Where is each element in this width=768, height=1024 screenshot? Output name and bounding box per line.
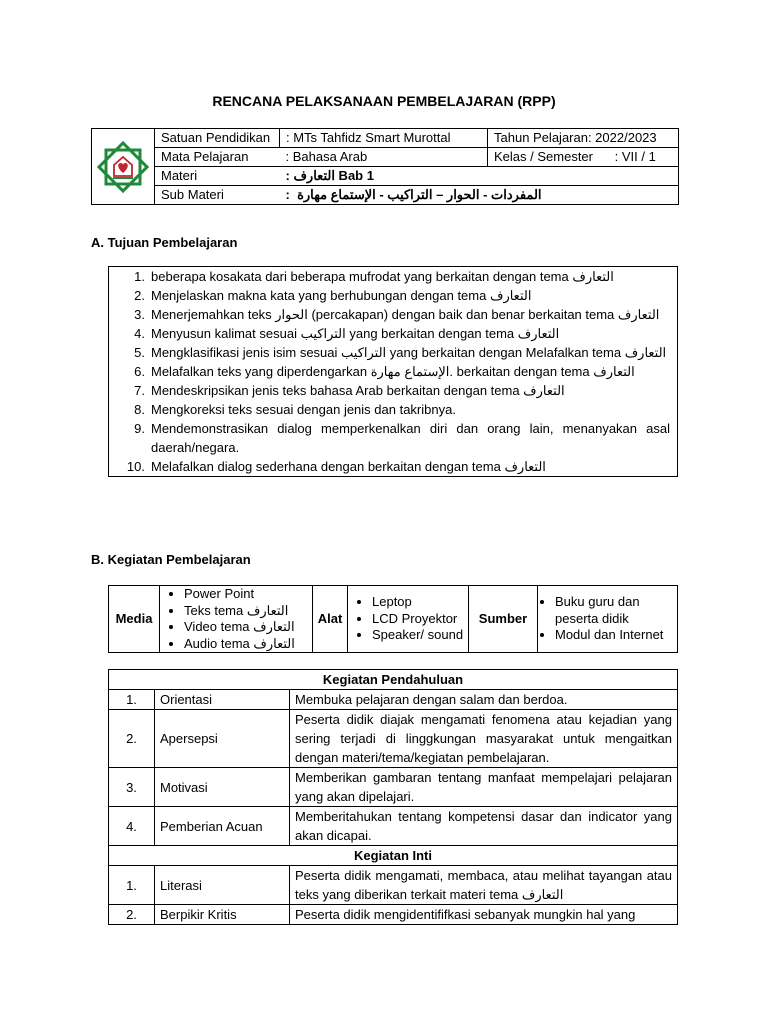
goal-item	[115, 362, 670, 381]
school-logo-emblem	[96, 140, 150, 194]
sub-materi-value: : المفردات - الحوار – التراكيب - الإستماع مهارة	[280, 186, 679, 205]
section-b-heading: B. Kegiatan Pembelajaran	[91, 552, 251, 567]
activity-description: Membuka pelajaran dengan salam dan berdoa.	[290, 690, 678, 710]
goal-text: Melafalkan dialog sederhana dengan berkaitan dengan tema التعارف	[151, 459, 546, 474]
activity-section-title: Kegiatan Pendahuluan	[109, 670, 678, 690]
activity-section-row	[109, 670, 678, 690]
goal-item	[115, 324, 670, 343]
goal-text: Melafalkan teks yang diperdengarkan الإستماع مهارة. berkaitan dengan tema التعارف	[151, 364, 635, 379]
goal-item	[115, 457, 670, 476]
goal-item	[115, 381, 670, 400]
mapel-value: : Bahasa Arab	[280, 148, 488, 167]
goal-number: 1.	[134, 269, 145, 284]
goal-text: Mendemonstrasikan dialog memperkenalkan diri dan orang lain, menanyakan asal daerah/negara.	[151, 421, 670, 455]
sumber-item: • Buku guru dan peserta didik	[555, 594, 673, 627]
goals-list	[115, 267, 670, 476]
goal-number: 5.	[134, 345, 145, 360]
alat-list	[352, 594, 464, 644]
sumber-list	[542, 594, 673, 644]
goal-text: beberapa kosakata dari beberapa mufrodat yang berkaitan dengan tema التعارف	[151, 269, 614, 284]
materi-label: Materi	[155, 167, 280, 186]
activity-number: 3.	[109, 768, 155, 807]
goal-text: Menyusun kalimat sesuai التراكيب yang berkaitan dengan tema التعارف	[151, 326, 560, 341]
activity-row	[109, 768, 678, 807]
activity-row	[109, 710, 678, 768]
activity-number: 2.	[109, 710, 155, 768]
section-a-heading: A. Tujuan Pembelajaran	[91, 235, 238, 250]
alat-item: • LCD Proyektor	[372, 611, 464, 628]
activity-section-title: Kegiatan Inti	[109, 846, 678, 866]
activity-row	[109, 866, 678, 905]
materi-value: : التعارف Bab 1	[280, 167, 679, 186]
goal-number: 2.	[134, 288, 145, 303]
activity-name: Orientasi	[155, 690, 290, 710]
activity-number: 1.	[109, 690, 155, 710]
activity-row	[109, 905, 678, 925]
goal-item	[115, 267, 670, 286]
activity-row	[109, 690, 678, 710]
goal-item	[115, 419, 670, 457]
activity-description: Peserta didik mengamati, membaca, atau melihat tayangan atau teks yang diberikan terkait materi tema التعارف	[290, 866, 678, 905]
goal-text: Mengkoreksi teks sesuai dengan jenis dan takribnya.	[151, 402, 456, 417]
media-table	[108, 585, 678, 653]
media-list-cell	[160, 586, 313, 653]
sub-materi-label: Sub Materi	[155, 186, 280, 205]
activities-table	[108, 669, 678, 925]
satuan-value: : MTs Tahfidz Smart Murottal	[280, 129, 488, 148]
media-item: • Audio tema التعارف	[184, 636, 308, 653]
goals-box	[108, 266, 678, 477]
media-label: Media	[109, 586, 160, 653]
media-item: • Teks tema التعارف	[184, 603, 308, 620]
goal-text: Mendeskripsikan jenis teks bahasa Arab berkaitan dengan tema التعارف	[151, 383, 565, 398]
media-list	[164, 586, 308, 652]
activity-name: Literasi	[155, 866, 290, 905]
alat-item: • Leptop	[372, 594, 464, 611]
activity-name: Pemberian Acuan	[155, 807, 290, 846]
school-logo	[92, 129, 155, 205]
alat-item: • Speaker/ sound	[372, 627, 464, 644]
alat-label: Alat	[313, 586, 348, 653]
sumber-item: • Modul dan Internet	[555, 627, 673, 644]
sumber-list-cell	[538, 586, 678, 653]
activity-number: 1.	[109, 866, 155, 905]
goal-text: Menerjemahkan teks الحوار (percakapan) dengan baik dan benar berkaitan tema التعارف	[151, 307, 660, 322]
goal-number: 8.	[134, 402, 145, 417]
goal-number: 9.	[134, 421, 145, 436]
identity-table	[91, 128, 679, 205]
document-title: RENCANA PELAKSANAAN PEMBELAJARAN (RPP)	[212, 93, 556, 109]
goal-item	[115, 286, 670, 305]
tahun-pelajaran: Tahun Pelajaran: 2022/2023	[488, 129, 679, 148]
goal-item	[115, 305, 670, 324]
goal-item	[115, 400, 670, 419]
media-item: • Power Point	[184, 586, 308, 603]
activity-section-row	[109, 846, 678, 866]
goal-text: Mengklasifikasi jenis isim sesuai التراكيب yang berkaitan dengan Melafalkan tema التعارف	[151, 345, 667, 360]
media-item: • Video tema التعارف	[184, 619, 308, 636]
activity-description: Memberikan gambaran tentang manfaat mempelajari pelajaran yang akan dipelajari.	[290, 768, 678, 807]
goal-number: 10.	[126, 459, 145, 474]
goal-number: 4.	[134, 326, 145, 341]
activity-description: Memberitahukan tentang kompetensi dasar dan indicator yang akan dicapai.	[290, 807, 678, 846]
activity-number: 2.	[109, 905, 155, 925]
goal-number: 6.	[134, 364, 145, 379]
activity-name: Apersepsi	[155, 710, 290, 768]
activity-number: 4.	[109, 807, 155, 846]
goal-number: 7.	[134, 383, 145, 398]
goal-number: 3.	[134, 307, 145, 322]
kelas-semester: Kelas / Semester : VII / 1	[488, 148, 679, 167]
satuan-label: Satuan Pendidikan	[155, 129, 280, 148]
sumber-label: Sumber	[469, 586, 538, 653]
activity-description: Peserta didik diajak mengamati fenomena atau kejadian yang sering terjadi di linggkungan masyarakat untuk mengaitkan dengan materi/tema/kegiatan pembelajaran.	[290, 710, 678, 768]
activity-name: Motivasi	[155, 768, 290, 807]
mapel-label: Mata Pelajaran	[155, 148, 280, 167]
goal-item	[115, 343, 670, 362]
activity-description: Peserta didik mengidentififkasi sebanyak mungkin hal yang	[290, 905, 678, 925]
alat-list-cell	[348, 586, 469, 653]
goal-text: Menjelaskan makna kata yang berhubungan dengan tema التعارف	[151, 288, 532, 303]
activity-name: Berpikir Kritis	[155, 905, 290, 925]
activity-row	[109, 807, 678, 846]
